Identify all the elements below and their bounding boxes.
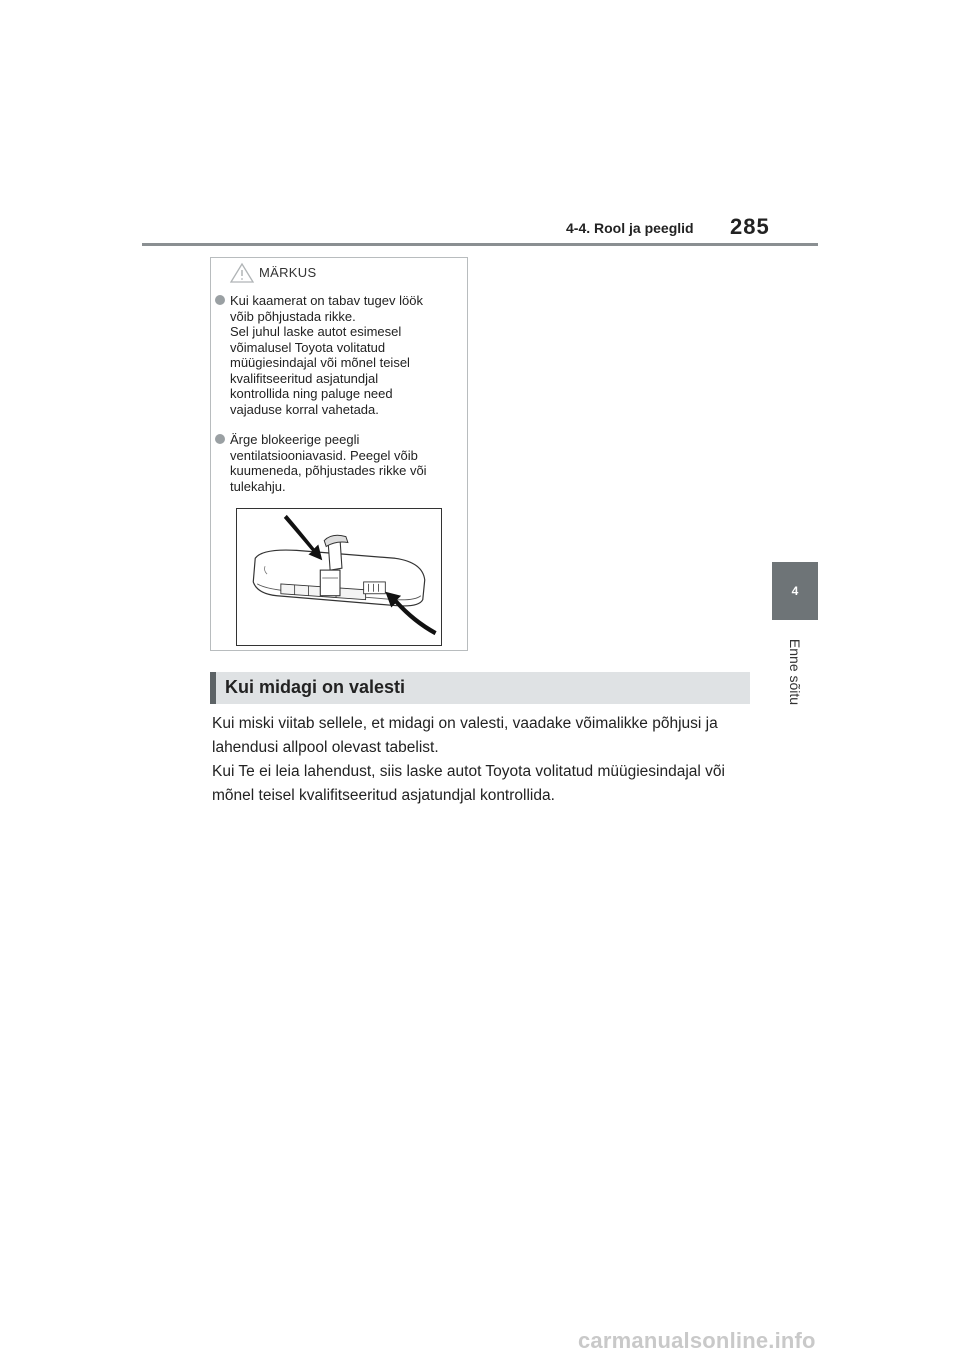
notice-header: [211, 258, 467, 288]
chapter-tab: 4: [772, 562, 818, 620]
body-paragraph: [212, 712, 718, 760]
warning-triangle-icon: [229, 262, 255, 284]
mirror-illustration: [236, 508, 442, 646]
section-title: Kui midagi on valesti: [225, 677, 406, 697]
watermark: carmanualsonline.info: [578, 1328, 816, 1353]
notice-line: Ärge blokeerige peegli: [230, 432, 360, 447]
header-rule: [142, 243, 818, 246]
paragraph-line: Kui Te ei leia lahendust, siis laske autot Toyota volitatud müügiesindajal või: [212, 763, 725, 780]
bullet-icon: [215, 434, 225, 444]
section-heading: [210, 672, 750, 704]
notice-line: kuumeneda, põhjustades rikke või: [230, 463, 427, 478]
section-accent: [210, 672, 216, 704]
bullet-icon: [215, 295, 225, 305]
notice-line: ventilatsiooniavasid. Peegel võib: [230, 447, 418, 463]
header-section-title: 4-4. Rool ja peeglid: [566, 220, 694, 236]
notice-line: Sel juhul laske autot esimesel: [230, 324, 402, 339]
chapter-label: Enne sõitu: [787, 638, 803, 706]
paragraph-line: Kui miski viitab sellele, et midagi on valesti, vaadake võimalikke põhjusi ja: [212, 715, 718, 732]
notice-line: kontrollida ning paluge need: [230, 386, 393, 401]
page-number: 285: [730, 214, 770, 239]
notice-title: MÄRKUS: [259, 265, 317, 280]
notice-line: vajaduse korral vahetada.: [230, 401, 379, 417]
paragraph-line: lahendusi allpool olevast tabelist.: [212, 739, 439, 756]
notice-line: võimalusel Toyota volitatud: [230, 339, 386, 355]
paragraph-line: mõnel teisel kvalifitseeritud asjatundjal kontrollida.: [212, 787, 555, 804]
notice-line: kvalifitseeritud asjatundjal: [230, 370, 379, 386]
notice-item: [215, 432, 461, 494]
notice-box: [210, 257, 468, 651]
notice-item: [215, 293, 461, 417]
notice-line: tulekahju.: [230, 478, 286, 494]
body-paragraph: [212, 760, 725, 808]
notice-line: müügiesindajal või mõnel teisel: [230, 355, 410, 370]
notice-line: Kui kaamerat on tabav tugev löök: [230, 293, 423, 308]
notice-line: võib põhjustada rikke.: [230, 308, 356, 324]
